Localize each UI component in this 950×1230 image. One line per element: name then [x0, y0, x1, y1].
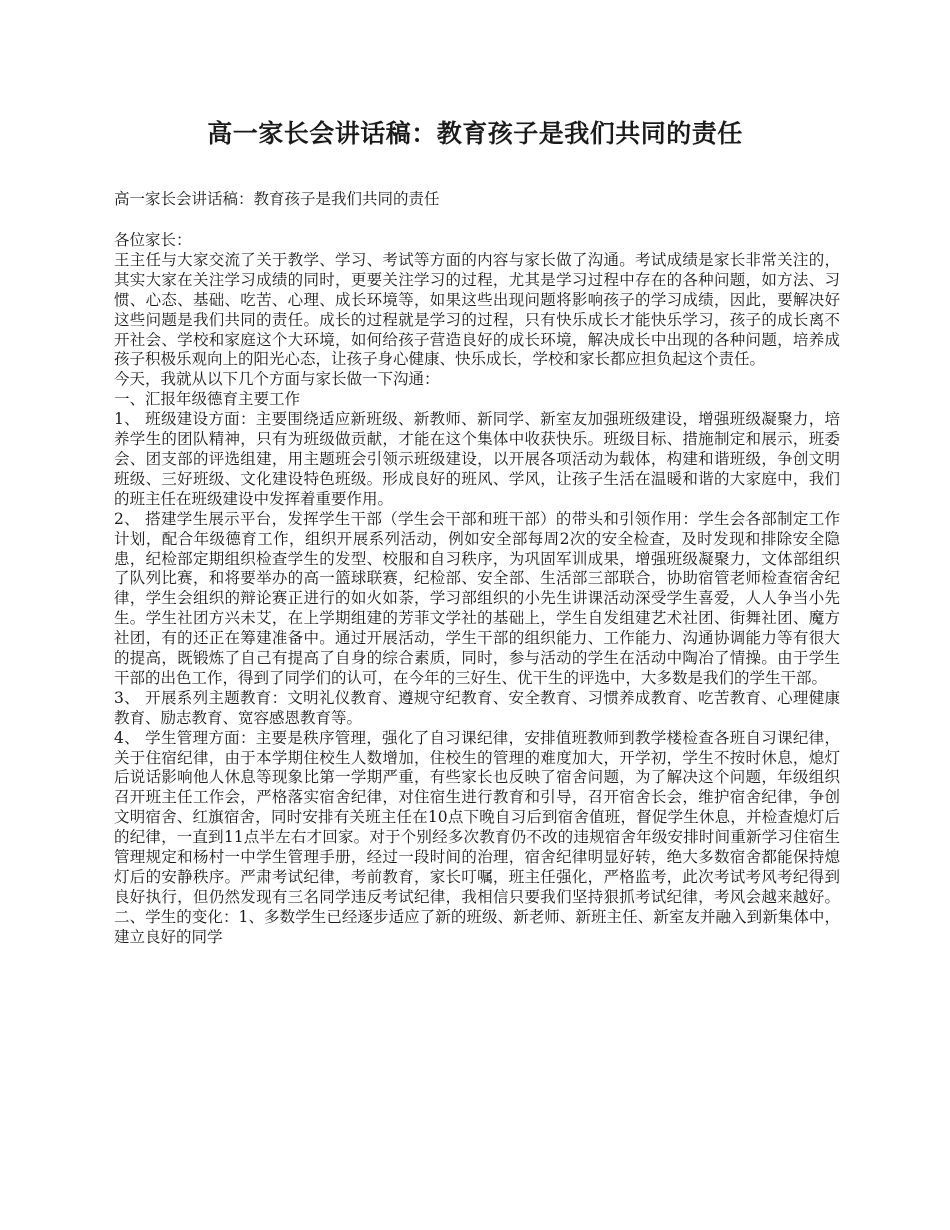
- section-heading: 一、汇报年级德育主要工作: [114, 390, 301, 409]
- salutation: 各位家长：: [114, 231, 192, 249]
- item-theme-education: 3、 开展系列主题教育：文明礼仪教育、遵规守纪教育、安全教育、习惯养成教育、吃苦教育、心理健康教育、励志教育、宽容感恩教育等。: [114, 688, 840, 727]
- intro-paragraph: 王主任与大家交流了关于教学、学习、考试等方面的内容与家长做了沟通。考试成绩是家长非常关注的，其实大家在关注学习成绩的同时，更要关注学习的过程，尤其是学习过程中存在的各种问题，如方法、习惯、心态、基础、吃苦、心理、成长环境等，如果这些出现问题将影响孩子的学习成绩，因此，要解决好这些问题是我们共同的责任。成长的过程就是学习的过程，只有快乐成长才能快乐学习，孩子的成长离不开社会、学校和家庭这个大环境，如何给孩子营造良好的成长环境，解决成长中出现的各种问题，培养成孩子积极乐观向上的阳光心态，让孩子身心健康、快乐成长，学校和家长都应担负起这个责任。: [114, 250, 840, 369]
- item-student-leaders: 2、 搭建学生展示平台，发挥学生干部（学生会干部和班干部）的带头和引领作用：学生会各部制定工作计划，配合年级德育工作，组织开展系列活动，例如安全部每周2次的安全检查，及时发现和排除安全隐患，纪检部定期组织检查学生的发型、校服和自习秩序，为巩固军训成果，增强班级凝聚力，文体部组织了队列比赛，和将要举办的高一篮球联赛，纪检部、安全部、生活部三部联合，协助宿管老师检查宿舍纪律，学生会组织的辩论赛正进行的如火如荼，学习部组织的小先生讲课活动深受学生喜爱，人人争当小先生。学生社团方兴未艾，在上学期组建的芳菲文学社的基础上，学生自发组建艺术社团、街舞社团、魔方社团，有的还正在筹建准备中。通过开展活动，学生干部的组织能力、工作能力、沟通协调能力等有很大的提高，既锻炼了自己有提高了自身的综合素质，同时，参与活动的学生在活动中陶冶了情操。由于学生干部的出色工作，得到了同学们的认可，在今年的三好生、优干生的评选中，大多数是我们的学生干部。: [114, 509, 840, 687]
- document-subtitle: 高一家长会讲话稿：教育孩子是我们共同的责任: [114, 190, 440, 208]
- item-class-building: 1、 班级建设方面：主要围绕适应新班级、新教师、新同学、新室友加强班级建设，增强班级凝聚力，培养学生的团队精神，只有为班级做贡献，才能在这个集体中收获快乐。班级目标、措施制定和展示，班委会、团支部的评选组建，用主题班会引领示班级建设，以开展各项活动为载体，构建和谐班级，争创文明班级、三好班级、文化建设特色班级。形成良好的班风、学风，让孩子生活在温暖和谐的大家庭中，我们的班主任在班级建设中发挥着重要作用。: [114, 410, 840, 508]
- outline-paragraph: 今天，我就从以下几个方面与家长做一下沟通：: [114, 370, 440, 389]
- document-title: 高一家长会讲话稿：教育孩子是我们共同的责任: [207, 119, 743, 148]
- document-body: [114, 231, 840, 948]
- item-student-management: 4、 学生管理方面：主要是秩序管理，强化了自习课纪律，安排值班教师到教学楼检查各班自习课纪律，关于住宿纪律，由于本学期住校生人数增加，住校生的管理的难度加大，开学初，学生不按时休息，熄灯后说话影响他人休息等现象比第一学期严重，有些家长也反映了宿舍问题，为了解决这个问题，年级组织召开班主任工作会，严格落实宿舍纪律，对住宿生进行教育和引导，召开宿舍长会，维护宿舍纪律，争创文明宿舍、红旗宿舍，同时安排有关班主任在10点下晚自习后到宿舍值班，督促学生休息，并检查熄灯后的纪律，一直到11点半左右才回家。对于个别经多次教育仍不改的违规宿舍年级安排时间重新学习住宿生管理规定和杨村一中学生管理手册，经过一段时间的治理，宿舍纪律明显好转，绝大多数宿舍都能保持熄灯后的安静秩序。严肃考试纪律，考前教育，家长叮嘱，班主任强化，严格监考，此次考试考风考纪得到良好执行，但仍然发现有三名同学违反考试纪律，我相信只要我们坚持狠抓考试纪律，考风会越来越好。二、学生的变化：1、多数学生已经逐步适应了新的班级、新老师、新班主任、新室友并融入到新集体中，建立良好的同学: [114, 728, 840, 946]
